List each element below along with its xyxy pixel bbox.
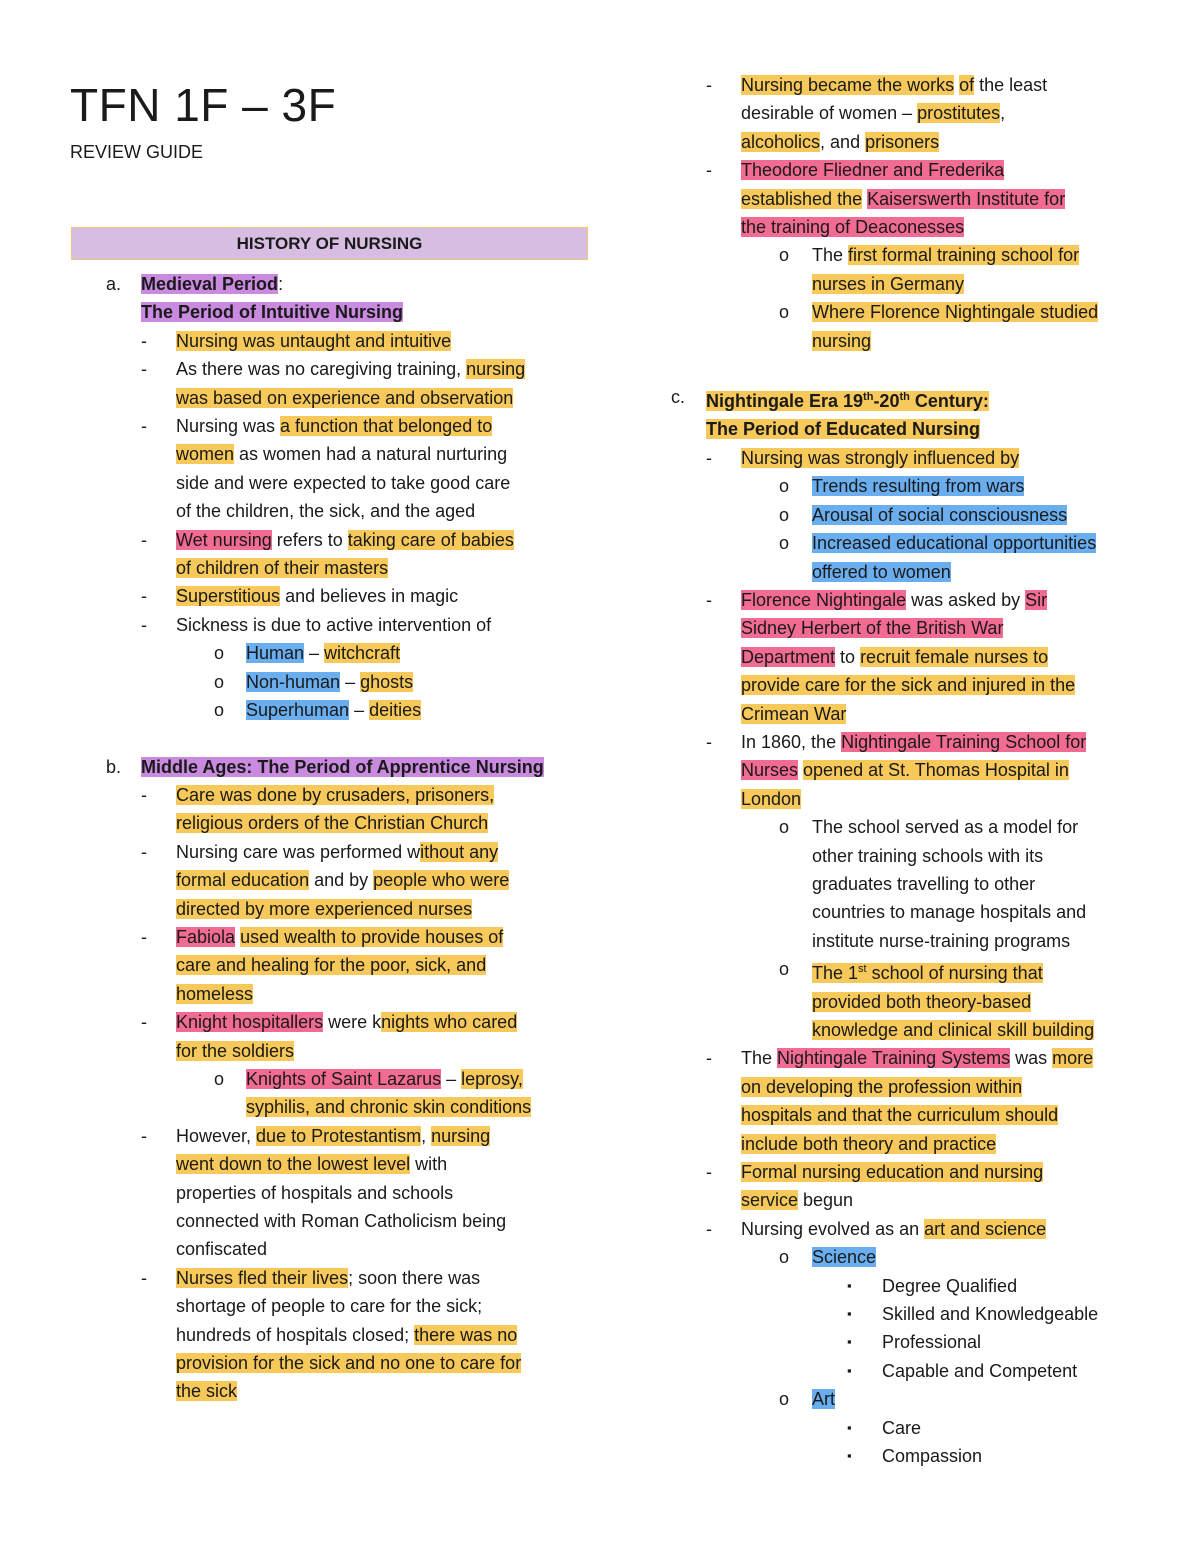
list-item: - Theodore Fliedner and Frederika established the Kaiserswerth Institute for the training of Deaconesses	[706, 160, 1066, 238]
sub-list-item: o Arousal of social consciousness	[779, 504, 1068, 525]
right-column	[671, 71, 1098, 1471]
sub-list-item: o Where Florence Nightingale studied nursing	[779, 302, 1099, 351]
list-item: - Nursing became the works of the least desirable of women – prostitutes, alcoholics, and prisoners	[706, 75, 1048, 152]
left-column	[106, 270, 544, 1406]
page-title: TFN 1F – 3F	[70, 79, 337, 131]
list-item: - Nursing was strongly influenced by	[706, 447, 1020, 468]
sub-sub-list-item: ▪ Skilled and Knowledgeable	[847, 1304, 1099, 1325]
page-subtitle: REVIEW GUIDE	[70, 142, 204, 162]
list-item: - As there was no caregiving training, nursing was based on experience and observation	[141, 359, 526, 408]
section-header: HISTORY OF NURSING	[71, 227, 588, 260]
sub-sub-list-item: ▪ Care	[847, 1417, 922, 1438]
list-item: - Fabiola used wealth to provide houses of care and healing for the poor, sick, and homeless	[141, 926, 504, 1004]
list-item: - Superstitious and believes in magic	[141, 586, 459, 607]
list-item: - However, due to Protestantism, nursing went down to the lowest level with properties of hospitals and schools connected with Roman Catholicism being confiscated	[141, 1125, 507, 1260]
list-item: - Care was done by crusaders, prisoners, religious orders of the Christian Church	[141, 784, 495, 834]
sub-list-item: o Increased educational opportunities offered to women	[779, 533, 1097, 582]
sub-list-item: o Art	[779, 1389, 836, 1410]
list-item: - In 1860, the Nightingale Training School for Nurses opened at St. Thomas Hospital in London	[706, 731, 1087, 809]
sub-sub-list-item: ▪ Compassion	[847, 1446, 983, 1467]
list-item: - Florence Nightingale was asked by Sir Sidney Herbert of the British War Department to recruit female nurses to provide care for the sick and injured in the Crimean War	[706, 589, 1076, 724]
sub-list-item: o Human – witchcraft	[214, 643, 401, 664]
list-item: - Knight hospitallers were knights who cared for the soldiers	[141, 1012, 518, 1061]
sub-sub-list-item: ▪ Professional	[847, 1332, 982, 1353]
list-item: - Nursing was a function that belonged to women as women had a natural nurturing side and were expected to take good care of the children, the sick, and the aged	[141, 416, 511, 522]
section-a-title: a. Medieval Period:	[106, 274, 284, 294]
list-item: - Sickness is due to active intervention of	[141, 614, 492, 635]
section-b-title: b. Middle Ages: The Period of Apprentice Nursing	[106, 756, 544, 777]
sub-list-item: o The first formal training school for nurses in Germany	[779, 245, 1080, 294]
list-item: - Nursing care was performed without any formal education and by people who were directed by more experienced nurses	[141, 841, 510, 919]
sub-list-item: o Science	[779, 1247, 877, 1268]
sub-sub-list-item: ▪ Capable and Competent	[847, 1360, 1078, 1381]
sub-list-item: o Superhuman – deities	[214, 700, 422, 721]
sub-list-item: o Trends resulting from wars	[779, 476, 1025, 497]
sub-list-item: o Knights of Saint Lazarus – leprosy, syphilis, and chronic skin conditions	[214, 1068, 532, 1118]
list-item: - The Nightingale Training Systems was more on developing the profession within hospitals and that the curriculum should include both theory and practice	[706, 1048, 1094, 1154]
section-c-title: c. Nightingale Era 19th-20th Century:	[671, 387, 989, 412]
section-a-subtitle: The Period of Intuitive Nursing	[141, 302, 404, 323]
list-item: - Wet nursing refers to taking care of babies of children of their masters	[141, 529, 514, 579]
list-item: - Nursing evolved as an art and science	[706, 1218, 1047, 1239]
list-item: - Nurses fled their lives; soon there was shortage of people to care for the sick; hundreds of hospitals closed; there was no provision for the sick and no one to care for the sick	[141, 1267, 522, 1402]
sub-sub-list-item: ▪ Degree Qualified	[847, 1275, 1018, 1296]
sub-list-item: o The 1st school of nursing that provided both theory-based knowledge and clinical skill building	[779, 959, 1095, 1040]
list-item: - Formal nursing education and nursing service begun	[706, 1162, 1044, 1211]
list-item: - Nursing was untaught and intuitive	[141, 330, 452, 351]
section-c-subtitle: The Period of Educated Nursing	[706, 419, 981, 440]
sub-list-item: o The school served as a model for other training schools with its graduates travelling to other countries to manage hospitals and institute nurse-training programs	[779, 817, 1087, 951]
sub-list-item: o Non-human – ghosts	[214, 671, 414, 692]
